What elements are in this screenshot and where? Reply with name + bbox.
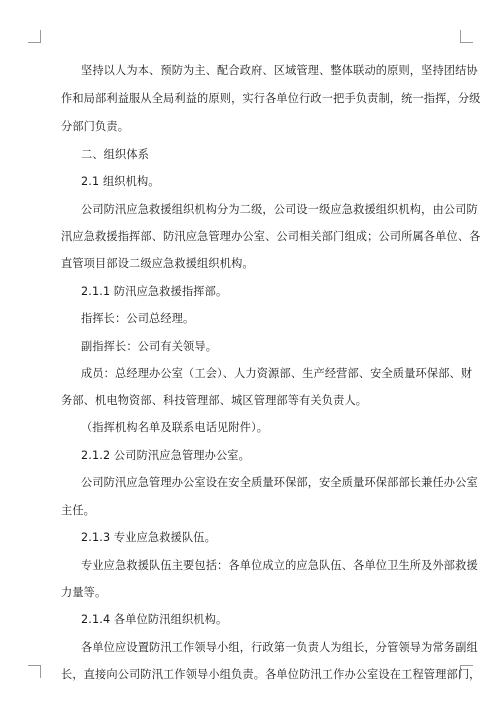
page-corner-mark-top-left [28,30,41,43]
paragraph-line: 公司防汛应急救援组织机构分为二级，公司设一级应急救援组织机构，由公司防 [81,203,478,216]
paragraph-line: 专业应急救援队伍主要包括：各单位成立的应急队伍、各单位卫生所及外部救援 [81,559,478,572]
paragraph-line: 直管项目部设二级应急救援组织机构。 [61,257,254,270]
paragraph-line: 主任。 [61,504,96,517]
subsection-heading: 2.1.4 各单位防汛组织机构。 [81,613,228,626]
paragraph-line: 务部、机电物资部、科技管理部、城区管理部等有关负责人。 [61,394,368,407]
subsection-heading: 2.1 组织机构。 [81,175,160,188]
paragraph-line: （指挥机构名单及联系电话见附件）。 [81,421,269,434]
paragraph-line: 坚持以人为本、预防为主、配合政府、区域管理、整体联动的原则，坚持团结协 [81,64,478,77]
paragraph-line: 副指挥长：公司有关领导。 [81,340,218,353]
subsection-heading: 2.1.1 防汛应急救援指挥部。 [81,285,228,298]
page-corner-mark-bottom-left [28,665,41,678]
paragraph-line: 各单位应设置防汛工作领导小组，行政第一负责人为组长，分管领导为常务副组 [81,641,478,654]
paragraph-line: 分部门负责。 [61,120,130,133]
subsection-heading: 2.1.3 专业应急救援队伍。 [81,531,216,544]
subsection-heading: 2.1.2 公司防汛应急管理办公室。 [81,449,250,462]
paragraph-line: 指挥长：公司总经理。 [81,312,195,325]
paragraph-line: 成员：总经理办公室（工会）、人力资源部、生产经营部、安全质量环保部、财 [81,367,473,380]
paragraph-line: 汛应急救援指挥部、防汛应急管理办公室、公司相关部门组成；公司所属各单位、各 [61,230,481,243]
paragraph-line: 作和局部利益服从全局利益的原则，实行各单位行政一把手负责制，统一指挥，分级 [61,92,481,105]
section-heading: 二、组织体系 [81,148,150,161]
paragraph-line: 力量等。 [61,586,107,599]
page-corner-mark-top-right [460,30,473,43]
paragraph-line: 公司防汛应急管理办公室设在安全质量环保部，安全质量环保部部长兼任办公室 [81,476,478,489]
paragraph-line: 长，直接向公司防汛工作领导小组负责。各单位防汛工作办公室设在工程管理部门， [61,668,481,681]
